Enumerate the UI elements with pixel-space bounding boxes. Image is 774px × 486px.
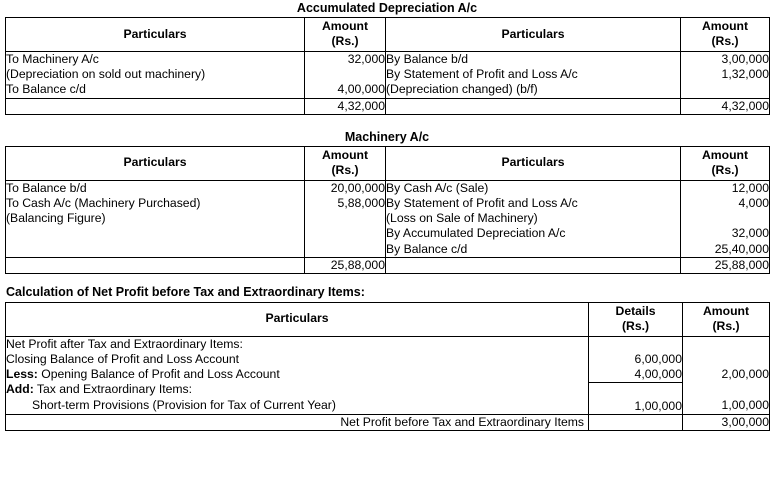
total-spacer-left [6, 98, 305, 114]
accumulated-depreciation-title: Accumulated Depreciation A/c [296, 1, 478, 15]
amount-value: 2,00,000 [721, 367, 769, 382]
details-unit: (Rs.) [621, 318, 650, 333]
net-profit-calculation-table [5, 302, 770, 431]
entry-line [6, 382, 588, 397]
amount-label: Amount [702, 303, 750, 318]
calculation-amount-cell [683, 336, 770, 414]
table-row [6, 52, 770, 99]
table-header-row [6, 18, 770, 52]
entry-line: To Balance c/d [6, 82, 86, 97]
amount-unit: (Rs.) [331, 162, 359, 177]
entry-line: By Cash A/c (Sale) [386, 180, 489, 195]
net-profit-section-title: Calculation of Net Profit before Tax and Extraordinary Items: [6, 284, 365, 299]
column-header-particulars: Particulars [6, 302, 589, 336]
amount-value [683, 382, 769, 397]
entry-label: Net Profit after Tax and Extraordinary Items: [6, 336, 243, 351]
amount-value: 25,40,000 [714, 241, 769, 256]
entry-line: To Cash A/c (Machinery Purchased) [6, 195, 201, 210]
table-row [6, 336, 770, 414]
total-debit-amount: 4,32,000 [305, 98, 386, 114]
entry-line: (Depreciation on sold out machinery) [6, 67, 206, 82]
amount-value: 1,32,000 [721, 67, 769, 82]
total-row [6, 98, 770, 114]
machinery-title: Machinery A/c [344, 129, 430, 144]
entry-line: To Balance b/d [6, 180, 87, 195]
total-spacer-right [386, 98, 681, 114]
net-profit-total-details [589, 414, 683, 430]
entry-line: By Statement of Profit and Loss A/c [386, 67, 578, 82]
credit-particulars-cell [386, 52, 681, 99]
credit-amount-cell [681, 180, 770, 257]
entry-line: (Depreciation changed) (b/f) [386, 82, 538, 97]
section-spacer [5, 115, 769, 129]
amount-value [681, 82, 769, 97]
details-value [589, 337, 682, 352]
total-spacer-right [386, 257, 681, 273]
details-value: 4,00,000 [589, 367, 682, 383]
details-value: 1,00,000 [634, 398, 682, 413]
column-header-particulars-left: Particulars [6, 18, 305, 52]
amount-unit: (Rs.) [712, 318, 740, 333]
total-row [6, 257, 770, 273]
column-header-amount-right [681, 18, 770, 52]
total-debit-amount: 25,88,000 [305, 257, 386, 273]
amount-value [681, 211, 769, 226]
amount-value [305, 242, 385, 257]
entry-line [6, 398, 588, 413]
section-spacer [5, 274, 769, 282]
net-profit-total-label: Net Profit before Tax and Extraordinary Items [6, 414, 589, 430]
column-header-particulars-right: Particulars [386, 18, 681, 52]
amount-value: 20,00,000 [330, 180, 385, 195]
entry-line: By Balance c/d [386, 241, 468, 256]
credit-amount-cell [681, 52, 770, 99]
details-label: Details [615, 303, 656, 318]
column-header-particulars-left: Particulars [6, 146, 305, 180]
amount-value: 4,000 [738, 195, 769, 210]
calculation-particulars-cell [6, 336, 589, 414]
entry-line: To Machinery A/c [6, 52, 99, 66]
amount-label: Amount [701, 147, 749, 162]
amount-value: 4,00,000 [337, 82, 385, 97]
amount-value [683, 337, 769, 352]
amount-value [305, 67, 385, 82]
entry-line [6, 226, 304, 241]
amount-value [683, 352, 769, 367]
amount-value: 3,00,000 [721, 52, 769, 66]
column-header-particulars-right: Particulars [386, 146, 681, 180]
amount-value: 12,000 [731, 180, 769, 195]
amount-label: Amount [701, 19, 749, 33]
column-header-amount-right [681, 146, 770, 180]
debit-amount-cell [305, 52, 386, 99]
entry-line: (Balancing Figure) [6, 211, 106, 226]
column-header-details [589, 302, 683, 336]
amount-unit: (Rs.) [711, 34, 739, 48]
entry-line: By Statement of Profit and Loss A/c [386, 195, 578, 210]
total-row [6, 414, 770, 430]
entry-line [6, 367, 588, 382]
amount-value: 32,000 [731, 226, 769, 241]
amount-unit: (Rs.) [711, 162, 739, 177]
accumulated-depreciation-table [5, 17, 770, 115]
table-header-row [6, 302, 770, 336]
entry-label: Tax and Extraordinary Items: [36, 382, 193, 397]
entry-line: By Balance b/d [386, 52, 468, 66]
entry-prefix: Add: [6, 382, 34, 397]
entry-line [6, 242, 304, 257]
amount-unit: (Rs.) [331, 34, 359, 48]
column-header-amount-left [305, 18, 386, 52]
entry-label: Closing Balance of Profit and Loss Account [6, 352, 240, 367]
total-spacer-left [6, 257, 305, 273]
debit-amount-cell [305, 180, 386, 257]
amount-label: Amount [321, 147, 369, 162]
entry-line: By Accumulated Depreciation A/c [386, 226, 566, 241]
amount-label: Amount [321, 19, 369, 33]
amount-value: 5,88,000 [337, 195, 385, 210]
entry-label: Short-term Provisions (Provision for Tax of Current Year) [32, 397, 336, 412]
debit-particulars-cell [6, 52, 305, 99]
details-value [589, 383, 682, 398]
table-row [6, 180, 770, 257]
net-profit-total-amount: 3,00,000 [683, 414, 770, 430]
column-header-amount-left [305, 146, 386, 180]
column-header-amount [683, 302, 770, 336]
machinery-table [5, 146, 770, 274]
entry-label: Opening Balance of Profit and Loss Account [41, 367, 280, 382]
credit-particulars-cell [386, 180, 681, 257]
entry-line [6, 337, 588, 352]
entry-line [6, 352, 588, 367]
debit-particulars-cell [6, 180, 305, 257]
amount-value [305, 211, 385, 226]
amount-value: 1,00,000 [721, 397, 769, 412]
amount-value [305, 226, 385, 241]
entry-prefix: Less: [6, 367, 38, 382]
total-credit-amount: 4,32,000 [681, 98, 770, 114]
total-credit-amount: 25,88,000 [681, 257, 770, 273]
details-value: 6,00,000 [634, 352, 682, 367]
table-header-row [6, 146, 770, 180]
entry-line: (Loss on Sale of Machinery) [386, 211, 538, 226]
amount-value: 32,000 [347, 52, 385, 66]
calculation-details-cell [589, 336, 683, 414]
